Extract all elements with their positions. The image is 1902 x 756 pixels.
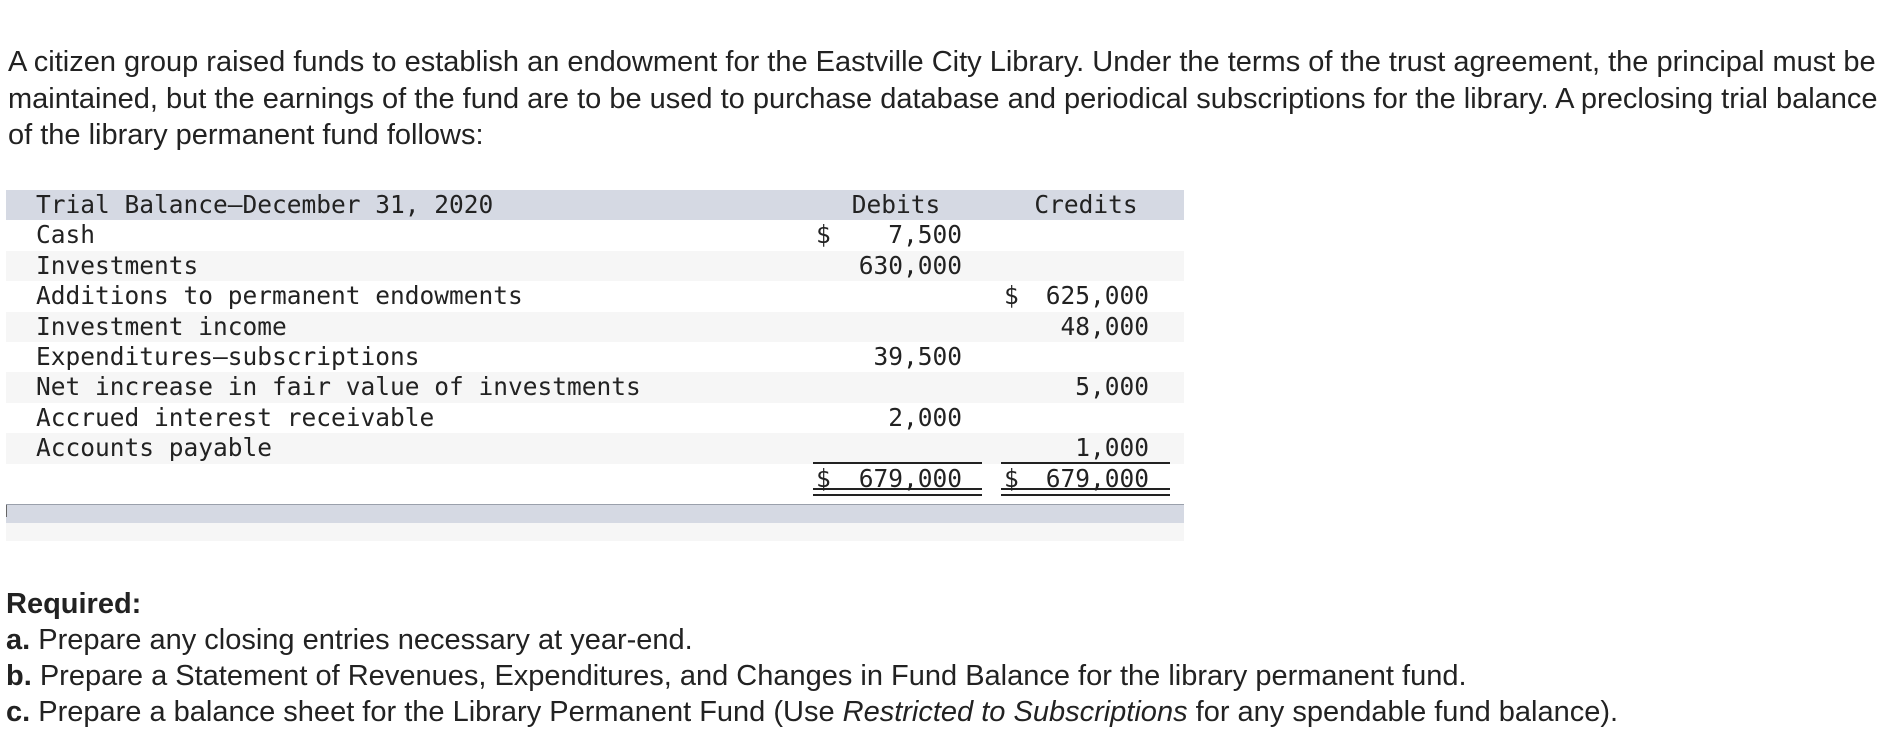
trial-balance-row <box>6 312 1184 342</box>
requirement-c-text-italic: Restricted to Subscriptions <box>842 696 1188 728</box>
table-footer-bar <box>6 504 1184 523</box>
debit-sign: $ <box>816 220 831 250</box>
problem-intro: A citizen group raised funds to establish an endowment for the Eastville City Library. Under the terms of the trust agreement, the principal must be maintained, but the earnings of the fund are to be used to purchase database and periodical subscriptions for the library. A preclosing trial balance of the library permanent fund follows: <box>8 46 1878 151</box>
trial-balance-row <box>6 251 1184 281</box>
account-label: Net increase in fair value of investments <box>36 372 641 402</box>
debit-amount: 630,000 <box>858 250 962 280</box>
debit-amount: 39,500 <box>873 341 962 371</box>
requirement-c-prefix: c. <box>6 696 31 728</box>
credit-amount: 1,000 <box>1075 433 1149 463</box>
requirement-c-text-after: for any spendable fund balance). <box>1195 696 1619 728</box>
debit-amount: 2,000 <box>888 402 962 432</box>
requirement-b <box>6 658 1886 694</box>
table-footer-strip <box>6 523 1184 541</box>
credit-double-rule <box>1001 488 1170 496</box>
requirement-a <box>6 622 1886 658</box>
requirement-a-text: Prepare any closing entries necessary at year-end. <box>38 624 693 656</box>
account-label: Accounts payable <box>36 433 273 463</box>
credit-amount: 5,000 <box>1075 372 1149 402</box>
account-label: Additions to permanent endowments <box>36 281 523 311</box>
trial-balance-total-row <box>6 464 1184 494</box>
trial-balance-header-row <box>6 190 1184 220</box>
requirement-b-prefix: b. <box>6 660 32 692</box>
credits-header: Credits <box>1034 190 1138 219</box>
debit-double-rule <box>813 488 982 496</box>
trial-balance-table <box>6 190 1184 541</box>
account-label: Investment income <box>36 311 287 341</box>
debits-header: Debits <box>851 190 941 219</box>
account-label: Expenditures—subscriptions <box>36 341 420 371</box>
requirement-b-text: Prepare a Statement of Revenues, Expenditures, and Changes in Fund Balance for the library permanent fund. <box>39 660 1467 692</box>
requirement-c-text-before: Prepare a balance sheet for the Library Permanent Fund (Use <box>38 696 835 728</box>
trial-balance-row <box>6 342 1184 372</box>
trial-balance-row <box>6 372 1184 402</box>
requirement-c <box>6 694 1886 730</box>
trial-balance-row <box>6 403 1184 433</box>
credit-sign: $ <box>1004 281 1019 311</box>
trial-balance-title: Trial Balance—December 31, 2020 <box>36 190 494 219</box>
trial-balance-row <box>6 433 1184 463</box>
trial-balance-row <box>6 220 1184 250</box>
credit-amount: 48,000 <box>1060 311 1149 341</box>
total-credit: 679,000 <box>1045 463 1149 493</box>
required-section <box>6 586 1886 730</box>
trial-balance-row <box>6 281 1184 311</box>
debit-amount: 7,500 <box>888 220 962 250</box>
total-debit-sign: $ <box>816 463 831 493</box>
total-credit-sign: $ <box>1004 463 1019 493</box>
credit-amount: 625,000 <box>1045 281 1149 311</box>
required-title: Required: <box>6 588 142 620</box>
account-label: Cash <box>36 220 96 250</box>
account-label: Accrued interest receivable <box>36 402 435 432</box>
requirement-a-prefix: a. <box>6 624 31 656</box>
total-debit: 679,000 <box>858 463 962 493</box>
account-label: Investments <box>36 250 199 280</box>
